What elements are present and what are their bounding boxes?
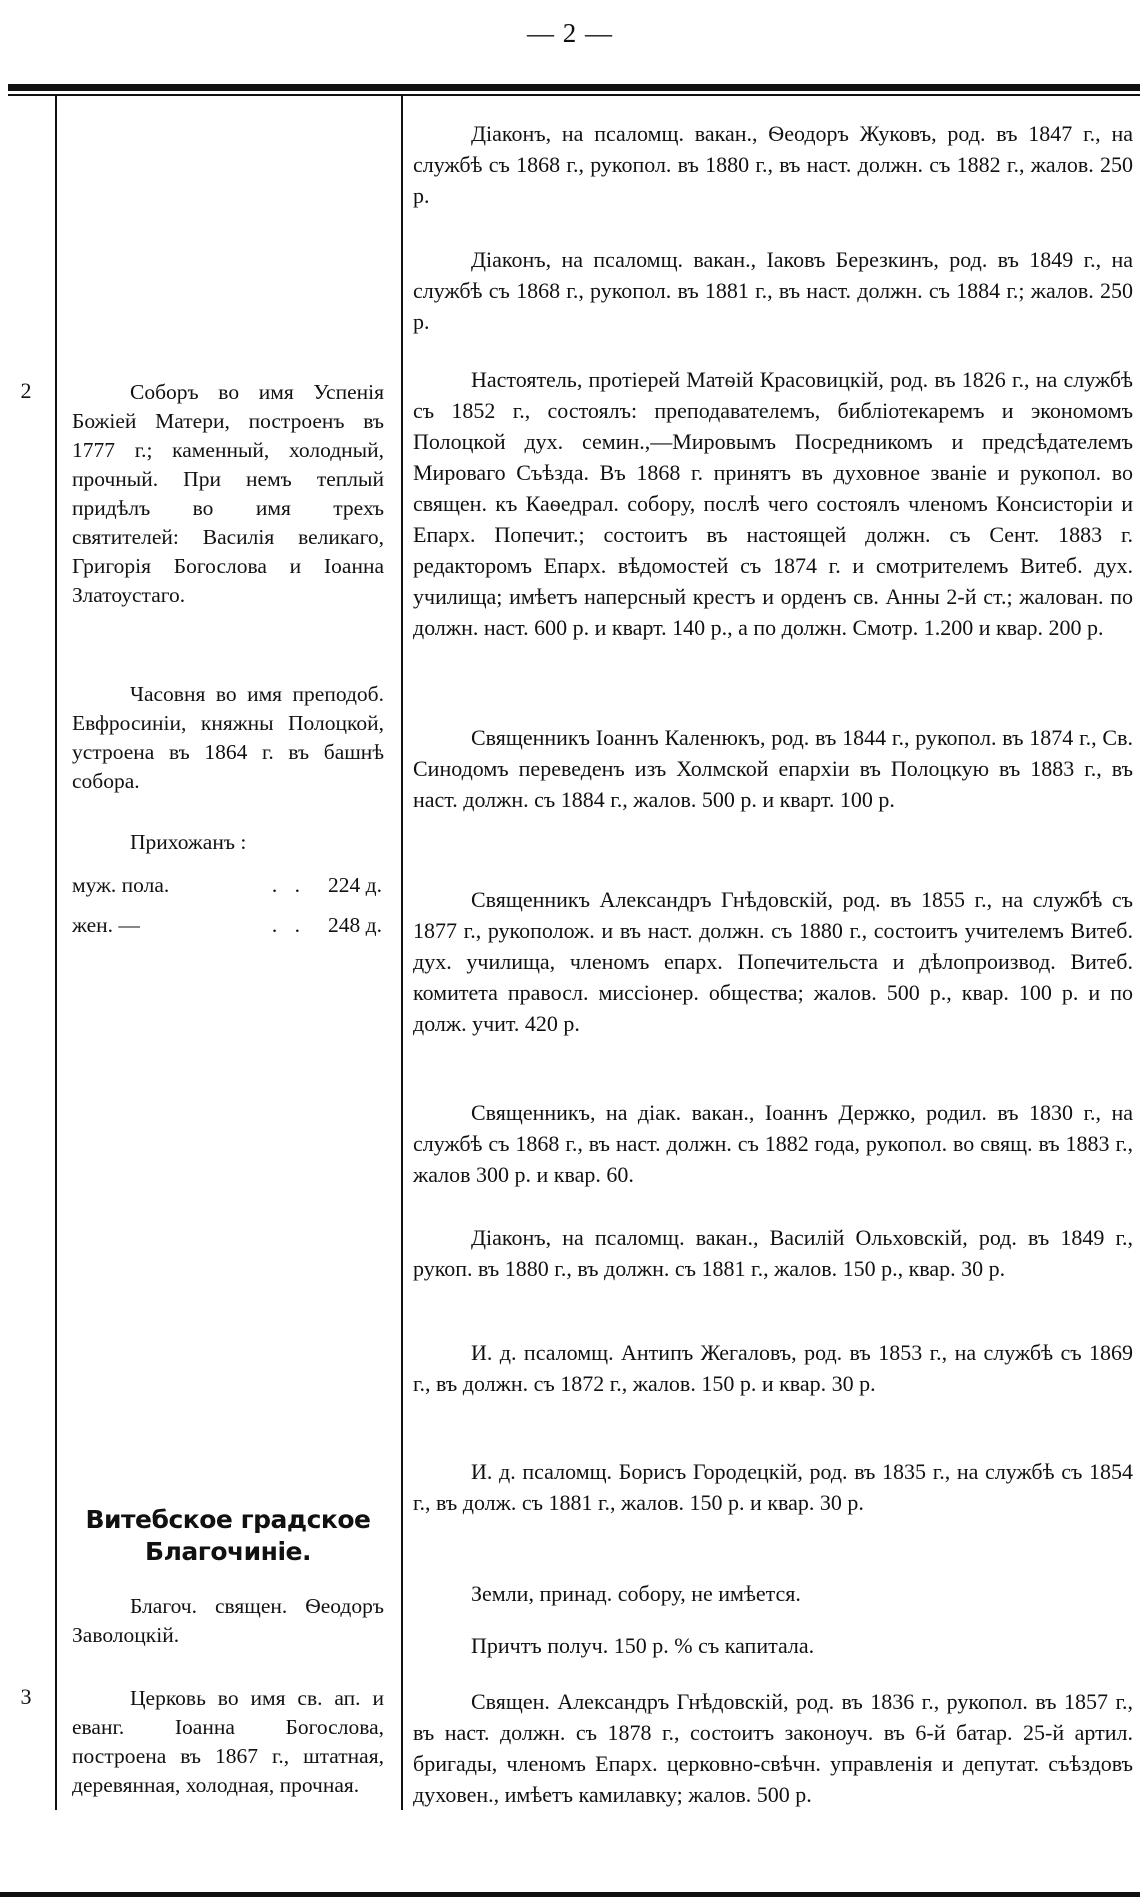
sobor-description bbox=[72, 378, 384, 610]
entry-priest-derzhko bbox=[413, 1097, 1133, 1190]
entry-text: И. д. псаломщ. Антипъ Жегаловъ, род. въ 1853 г., на службѣ съ 1869 г., въ должн. съ 1872 г., жалов. 150 р. и квар. 30 р. bbox=[413, 1340, 1133, 1396]
entry-deacon-olkhovsky bbox=[413, 1222, 1133, 1284]
entry-number-2: 2 bbox=[20, 378, 32, 403]
entry-capital-note bbox=[413, 1630, 1133, 1661]
parishioners-label-block bbox=[72, 828, 384, 857]
entry-text: Настоятель, протіерей Матѳій Красовицкій, род. въ 1826 г., на службѣ съ 1852 г., состоялъ: преподавателемъ, библіотекаремъ и экономомъ Полоцкой дух. семин.,—Мировымъ Посредникомъ и предсѣдателемъ Мироваго Съѣзда. Въ 1868 г. принятъ въ духовное званіе и рукопол. во священ. къ Каѳедрал. собору, послѣ чего состоялъ членомъ Консисторіи и Епарх. Попечит.; состоитъ въ настоящей должн. съ Сент. 1883 г. редакторомъ Епарх. вѣдомостей съ 1874 г. и смотрителемъ Витеб. дух. училища; имѣетъ наперсный крестъ и орденъ св. Анны 2-й ст.; жалован. по должн. наст. 600 р. и кварт. 140 р., а по должн. Смотр. 1.200 и квар. 200 р. bbox=[413, 367, 1133, 640]
parishioners-label: Прихожанъ : bbox=[130, 830, 247, 854]
parishioners-female-dots: . . bbox=[271, 913, 307, 937]
top-rule-thin bbox=[8, 94, 1140, 96]
parishioners-row-female bbox=[72, 911, 382, 940]
entry-text: Священ. Александръ Гнѣдовскій, род. въ 1836 г., рукопол. въ 1857 г., въ наст. должн. съ 1878 г., состоитъ законоуч. въ 6-й батар. 25-й артил. бригады, членомъ Епарх. церковно-свѣчн. управленія и депутат. съѣздовъ духовен., имѣетъ камилавку; жалов. 500 р. bbox=[413, 1689, 1133, 1807]
parishioners-male-value: 224 д. bbox=[328, 873, 382, 897]
chasovnya-description bbox=[72, 680, 384, 796]
entry-land-note bbox=[413, 1578, 1133, 1609]
entry-priest-gnedovsky-1 bbox=[413, 884, 1133, 1039]
page-number: — 2 — bbox=[527, 18, 613, 48]
entry-psalmist-gorodetsky bbox=[413, 1456, 1133, 1518]
blagochinny-text: Благоч. священ. Ѳеодоръ Заволоцкій. bbox=[72, 1594, 384, 1647]
column-divider-left bbox=[55, 96, 57, 1810]
bottom-rule bbox=[0, 1892, 1140, 1897]
chasovnya-text: Часовня во имя преподоб. Евфросиніи, княжны Полоцкой, устроена въ 1864 г. въ башнѣ собора. bbox=[72, 682, 384, 793]
entry-psalmist-zhegalov bbox=[413, 1337, 1133, 1399]
tserkov-text: Церковь во имя св. ап. и еванг. Іоанна Богослова, построена въ 1867 г., штатная, деревянная, холодная, прочная. bbox=[72, 1686, 384, 1797]
entry-text: Земли, принад. собору, не имѣется. bbox=[471, 1581, 801, 1606]
entry-deacon-berezkin bbox=[413, 244, 1133, 337]
entry-rector-krasovitsky bbox=[413, 364, 1133, 643]
blagochinny-block bbox=[72, 1592, 384, 1650]
column-divider-right bbox=[401, 96, 403, 1810]
entry-text: И. д. псаломщ. Борисъ Городецкій, род. въ 1835 г., на службѣ съ 1854 г., въ долж. съ 1881 г., жалов. 150 р. и квар. 30 р. bbox=[413, 1459, 1133, 1515]
entry-deacon-zhukov bbox=[413, 118, 1133, 211]
entry-priest-gnedovsky-2 bbox=[413, 1686, 1133, 1810]
sobor-text: Соборъ во имя Успенія Божіей Матери, построенъ въ 1777 г.; каменный, холодный, прочный. При немъ теплый придѣлъ во имя трехъ святителей: Василія великаго, Григорія Богослова и Іоанна Златоустаго. bbox=[72, 380, 384, 607]
entry-text: Причтъ получ. 150 р. % съ капитала. bbox=[471, 1633, 815, 1658]
entry-number-3: 3 bbox=[20, 1684, 32, 1709]
entry-text: Діаконъ, на псаломщ. вакан., Ѳеодоръ Жуковъ, род. въ 1847 г., на службѣ съ 1868 г., рукопол. въ 1880 г., въ наст. должн. съ 1882 г., жалов. 250 р. bbox=[413, 121, 1133, 208]
parishioners-female-value: 248 д. bbox=[328, 913, 382, 937]
tserkov-description bbox=[72, 1684, 384, 1800]
entry-text: Діаконъ, на псаломщ. вакан., Іаковъ Березкинъ, род. въ 1849 г., на службѣ съ 1868 г., рукопол. въ 1881 г., въ наст. должн. съ 1884 г.; жалов. 250 р. bbox=[413, 247, 1133, 334]
parishioners-female-label: жен. — bbox=[72, 913, 140, 937]
entry-text: Священникъ Іоаннъ Каленюкъ, род. въ 1844 г., рукопол. въ 1874 г., Св. Синодомъ переведенъ изъ Холмской епархіи въ Полоцкую въ 1883 г., въ наст. должн. съ 1884 г., жалов. 500 р. и кварт. 100 р. bbox=[413, 725, 1133, 812]
top-rule-thick bbox=[8, 84, 1140, 91]
entry-text: Діаконъ, на псаломщ. вакан., Василій Ольховскій, род. въ 1849 г., рукоп. въ 1880 г., въ должн. съ 1881 г., жалов. 150 р., квар. 30 р. bbox=[413, 1225, 1133, 1281]
parishioners-male-dots: . . bbox=[271, 873, 307, 897]
entry-text: Священникъ, на діак. вакан., Іоаннъ Держко, родил. въ 1830 г., на службѣ съ 1868 г., въ наст. должн. съ 1882 года, рукопол. во свящ. въ 1883 г., жалов 300 р. и квар. 60. bbox=[413, 1100, 1133, 1187]
parishioners-male-label: муж. пола. bbox=[72, 873, 170, 897]
blagochinie-heading: Витебское градское Благочиніе. bbox=[85, 1505, 371, 1566]
parishioners-row-male bbox=[72, 871, 382, 900]
entry-text: Священникъ Александръ Гнѣдовскій, род. въ 1855 г., на службѣ съ 1877 г., рукополож. и въ наст. должн. съ 1880 г., состоитъ учителемъ Витеб. дух. училища, членомъ епарх. Попечительста и дѣлопроизвод. Витеб. комитета правосл. миссіонер. общества; жалов. 500 р., квар. 100 р. и по долж. учит. 420 р. bbox=[413, 887, 1133, 1036]
entry-priest-kalenyuk bbox=[413, 722, 1133, 815]
